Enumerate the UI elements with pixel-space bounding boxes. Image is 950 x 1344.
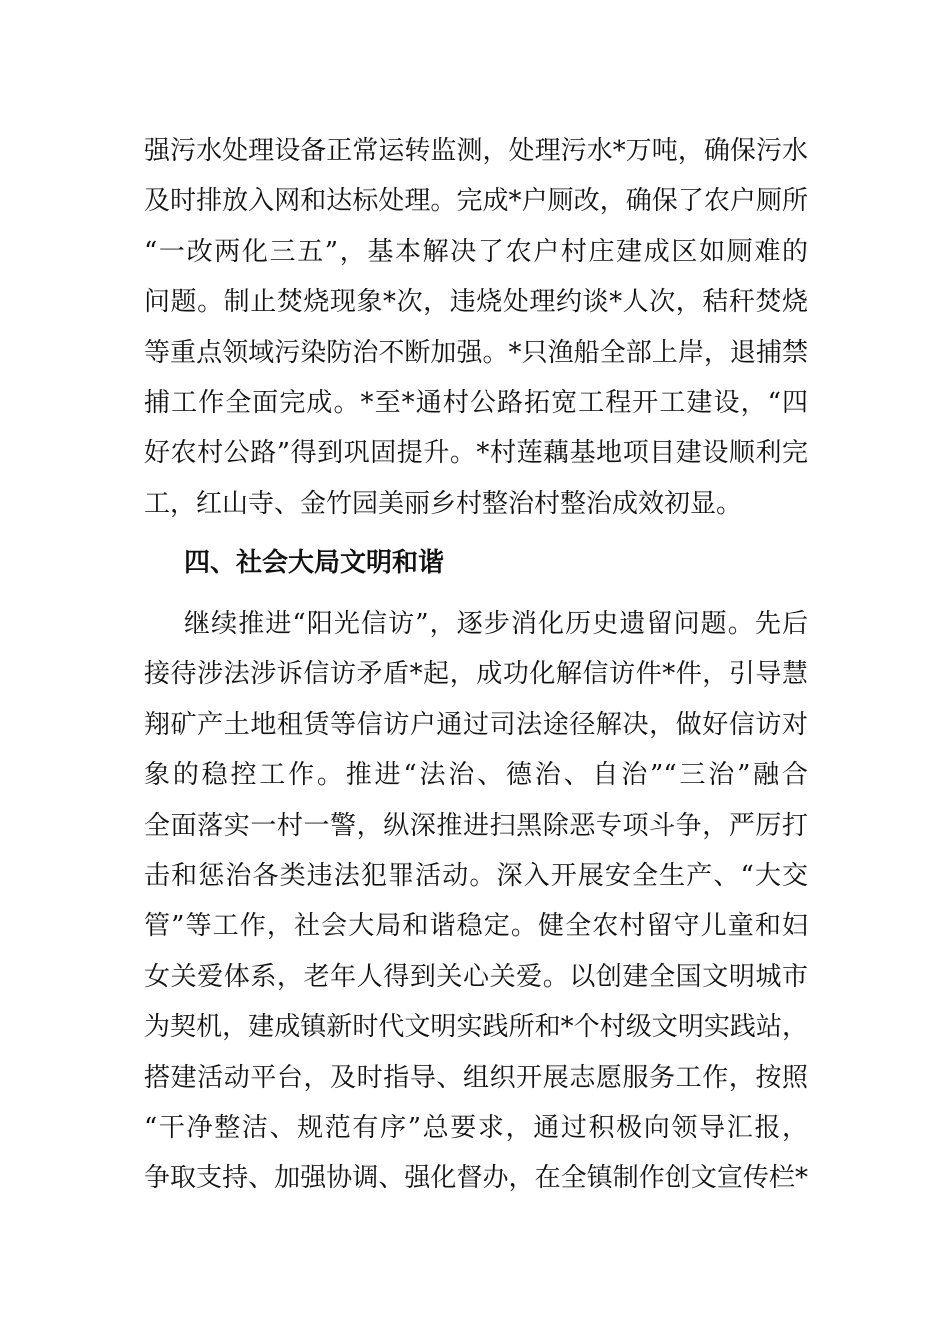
paragraph-line: 象的稳控工作。推进“法治、德治、自治”“三治”融合 <box>144 760 808 791</box>
paragraph-line: 强污水处理设备正常运转监测，处理污水*万吨，确保污水 <box>144 136 808 166</box>
paragraph-line: “干净整洁、规范有序”总要求，通过积极向领导汇报， <box>144 1112 808 1143</box>
paragraph-line: 为契机，建成镇新时代文明实践所和*个村级文明实践站， <box>144 1012 808 1043</box>
paragraph-line: 工，红山寺、金竹园美丽乡村整治村整治成效初显。 <box>144 488 743 519</box>
paragraph-line: 好农村公路”得到巩固提升。*村莲藕基地项目建设顺利完 <box>144 438 808 469</box>
paragraph-line: “一改两化三五”，基本解决了农户村庄建成区如厕难的 <box>144 236 808 267</box>
paragraph-line: 翔矿产土地租赁等信访户通过司法途径解决，做好信访对 <box>144 709 808 740</box>
paragraph-line: 争取支持、加强协调、强化督办，在全镇制作创文宣传栏* <box>144 1163 808 1194</box>
paragraph-line: 全面落实一村一警，纵深推进扫黑除恶专项斗争，严厉打 <box>144 810 808 841</box>
paragraph-line: 接待涉法涉诉信访矛盾*起，成功化解信访件*件，引导慧 <box>144 659 808 690</box>
paragraph-line: 管”等工作，社会大局和谐稳定。健全农村留守儿童和妇 <box>144 911 808 942</box>
paragraph-social <box>144 599 808 1204</box>
paragraph-environment <box>144 126 808 529</box>
paragraph-line: 搭建活动平台，及时指导、组织开展志愿服务工作，按照 <box>144 1062 808 1093</box>
paragraph-line: 问题。制止焚烧现象*次，违烧处理约谈*人次，秸秆焚烧 <box>144 287 808 318</box>
paragraph-line: 女关爱体系，老年人得到关心关爱。以创建全国文明城市 <box>144 961 808 992</box>
paragraph-line: 击和惩治各类违法犯罪活动。深入开展安全生产、“大交 <box>144 860 808 891</box>
paragraph-line: 及时排放入网和达标处理。完成*户厕改，确保了农户厕所 <box>144 186 808 217</box>
section-heading: 四、社会大局文明和谐 <box>184 548 445 578</box>
paragraph-line: 继续推进“阳光信访”，逐步消化历史遗留问题。先后 <box>184 609 808 639</box>
paragraph-line: 等重点领域污染防治不断加强。*只渔船全部上岸，退捕禁 <box>144 337 808 368</box>
paragraph-line: 捕工作全面完成。*至*通村公路拓宽工程开工建设，“四 <box>144 387 808 418</box>
